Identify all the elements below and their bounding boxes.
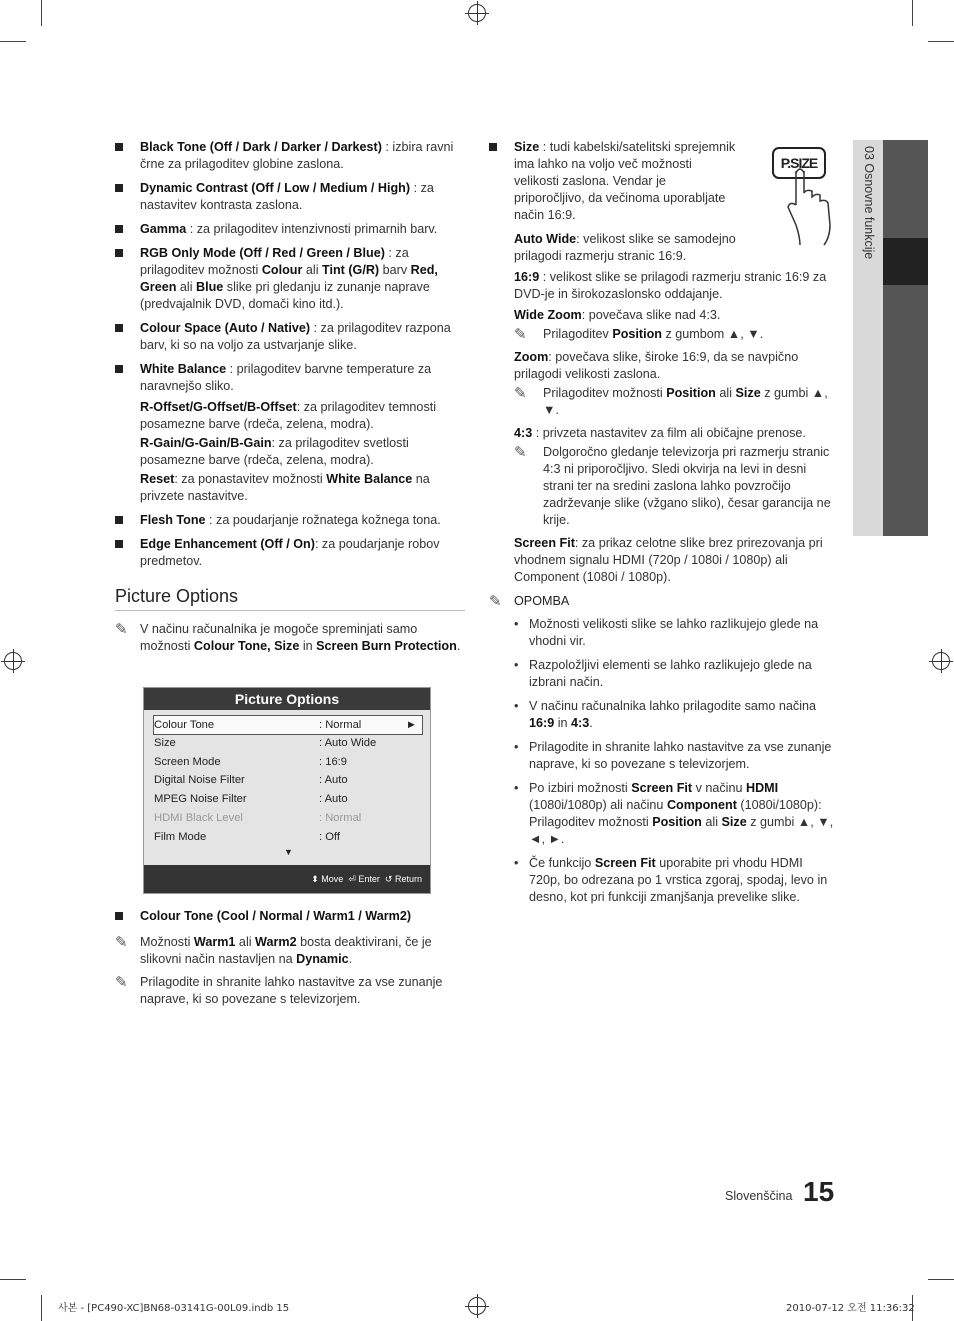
pencil-icon: ✎ [115, 621, 128, 638]
list-item: White Balance : prilagoditev barvne temperature za naravnejšo sliko. [115, 361, 465, 395]
pencil-icon: ✎ [489, 593, 502, 610]
scroll-down-icon[interactable]: ▼ [284, 847, 293, 857]
note: ✎ V načinu računalnika je mogoče spreminjati samo možnosti Colour Tone, Size in Screen Burn Protection. [115, 621, 461, 653]
print-date-info: 2010-07-12 오전 11:36:32 [786, 1303, 915, 1314]
sub-item: Auto Wide: velikost slike se samodejno prilagodi razmerju stranic 16:9. [514, 232, 736, 263]
picture-options-menu [143, 687, 431, 894]
left-column-lower [115, 908, 465, 1014]
menu-item-digital-noise-filter[interactable]: Digital Noise Filter : Auto [154, 774, 348, 786]
menu-item-screen-mode[interactable]: Screen Mode : 16:9 [154, 756, 347, 768]
crop-mark [41, 1295, 42, 1321]
arrow-right-icon: ► [405, 719, 417, 731]
registration-mark-icon [468, 4, 486, 22]
bullet-item: • Po izbiri možnosti Screen Fit v načinu HDMI (1080i/1080p) ali načinu Component (1080i/1080p): Prilagoditev možnosti Position ali Size z gumbi ▲, ▼, ◄, ►. [514, 780, 837, 848]
sub-item: 4:3 : privzeta nastavitev za film ali običajne prenose. [514, 426, 806, 440]
crop-mark [912, 0, 913, 26]
right-column [489, 139, 837, 913]
list-item: Flesh Tone : za poudarjanje rožnatega kožnega tona. [115, 512, 465, 529]
move-icon: ⬍ [311, 874, 319, 884]
bullet-item: • Možnosti velikosti slike se lahko razlikujejo glede na vhodni vir. [514, 616, 837, 650]
pencil-icon: ✎ [115, 974, 128, 991]
chapter-tab-dark [883, 140, 928, 536]
bullet-item: • Če funkcijo Screen Fit uporabite pri vhodu HDMI 720p, bo odrezana po 1 vrstica zgoraj, spodaj, levo in desno, kot pri funkciji zmanjšanja prevelike slike. [514, 855, 837, 906]
sub-item: Wide Zoom: povečava slike nad 4:3. [514, 308, 721, 322]
menu-item-film-mode[interactable]: Film Mode : Off [154, 831, 340, 843]
enter-icon: ⏎ [348, 874, 356, 884]
pencil-icon: ✎ [514, 326, 527, 343]
list-item: Size : tudi kabelski/satelitski sprejemnik ima lahko na voljo več možnosti velikosti zaslona. Vendar je priporočljivo, da večinoma uporabljate način 16:9. [489, 139, 837, 224]
sub-item: R-Gain/G-Gain/B-Gain: za prilagoditev svetlosti posamezne barve (rdeča, zelena, modra). [140, 436, 409, 467]
note: ✎ Prilagoditev možnosti Position ali Size z gumbi ▲, ▼. [514, 385, 828, 417]
bullet-item: • V načinu računalnika lahko prilagodite samo načina 16:9 in 4:3. [514, 698, 837, 732]
list-item: Black Tone (Off / Dark / Darker / Darkest) : izbira ravni črne za prilagoditev globine zaslona. [115, 139, 465, 173]
return-icon: ↺ [384, 874, 393, 884]
pencil-icon: ✎ [115, 934, 128, 951]
footer-language: Slovenščina [725, 1189, 793, 1203]
crop-mark [0, 41, 26, 42]
list-item: Gamma : za prilagoditev intenzivnosti primarnih barv. [115, 221, 465, 238]
bullet-item: • Razpoložljivi elementi se lahko razlikujejo glede na izbrani način. [514, 657, 837, 691]
menu-item-size[interactable]: Size : Auto Wide [154, 737, 377, 749]
menu-footer: ⬍ Move ⏎ Enter ↺ Return [144, 865, 430, 893]
sub-item: Reset: za ponastavitev možnosti White Balance na privzete nastavitve. [140, 472, 430, 503]
menu-item-hdmi-black-level: HDMI Black Level : Normal [154, 812, 362, 824]
note: ✎ Prilagodite in shranite lahko nastavitve za vse zunanje naprave, ki so povezane s televizorjem. [115, 974, 443, 1006]
list-item: Colour Space (Auto / Native) : za prilagoditev razpona barv, ki so na voljo za ustvarjanje slike. [115, 320, 465, 354]
registration-mark-icon [932, 652, 950, 670]
list-item: Dynamic Contrast (Off / Low / Medium / High) : za nastavitev kontrasta zaslona. [115, 180, 465, 214]
list-item: RGB Only Mode (Off / Red / Green / Blue) : za prilagoditev možnosti Colour ali Tint (G/R) barv Red, Green ali Blue slike pri gledanju iz zunanje naprave (predvajalnik DVD, domači kino itd.). [115, 245, 465, 313]
chapter-tab-marker [883, 238, 928, 285]
chapter-label: 03 Osnovne funkcije [862, 146, 876, 260]
sub-item: R-Offset/G-Offset/B-Offset: za prilagoditev temnosti posamezne barve (rdeča, zelena, modra). [140, 400, 437, 431]
sub-item: Zoom: povečava slike, široke 16:9, da se navpično prilagodi velikosti zaslona. [514, 350, 799, 381]
pencil-icon: ✎ [514, 385, 527, 402]
menu-title: Picture Options [144, 688, 430, 710]
left-column [115, 139, 465, 661]
crop-mark [0, 1279, 26, 1280]
list-item: Colour Tone (Cool / Normal / Warm1 / Warm2) [115, 908, 465, 925]
crop-mark [41, 0, 42, 26]
sub-item: Screen Fit: za prikaz celotne slike brez prirezovanja pri vhodnem signalu HDMI (720p / 1080i / 1080p) ali Component (1080i / 1080p). [514, 536, 823, 584]
registration-mark-icon [468, 1297, 486, 1315]
page-number: 15 [803, 1176, 835, 1207]
crop-mark [928, 1279, 954, 1280]
menu-item-colour-tone[interactable]: Colour Tone : Normal ► [153, 715, 423, 735]
note: ✎ Prilagoditev Position z gumbom ▲, ▼. [514, 326, 764, 343]
print-file-info: 사본 - [PC490-XC]BN68-03141G-00L09.indb 15 [58, 1303, 290, 1314]
note: ✎ Možnosti Warm1 ali Warm2 bosta deaktivirani, če je slikovni način nastavljen na Dynamic. [115, 934, 432, 966]
note-heading: ✎ OPOMBA [489, 593, 570, 610]
section-heading: Picture Options [115, 588, 465, 611]
bullet-item: • Prilagodite in shranite lahko nastavitve za vse zunanje naprave, ki so povezane s televizorjem. [514, 739, 837, 773]
psize-label: P.SIZE [772, 147, 826, 179]
menu-item-mpeg-noise-filter[interactable]: MPEG Noise Filter : Auto [154, 793, 348, 805]
registration-mark-icon [4, 652, 22, 670]
list-item: Edge Enhancement (Off / On): za poudarjanje robov predmetov. [115, 536, 465, 570]
sub-item: 16:9 : velikost slike se prilagodi razmerju stranic 16:9 za DVD-je in širokozaslonsko oddajanje. [514, 270, 827, 301]
note: ✎ Dolgoročno gledanje televizorja pri razmerju stranic 4:3 ni priporočljivo. Sledi okvirja na levi in desni strani ter na sredini zaslona lahko povzročijo zadrževanje slike (vžgano sliko), česar garancija ne krije. [514, 444, 831, 527]
crop-mark [928, 41, 954, 42]
pencil-icon: ✎ [514, 444, 527, 461]
